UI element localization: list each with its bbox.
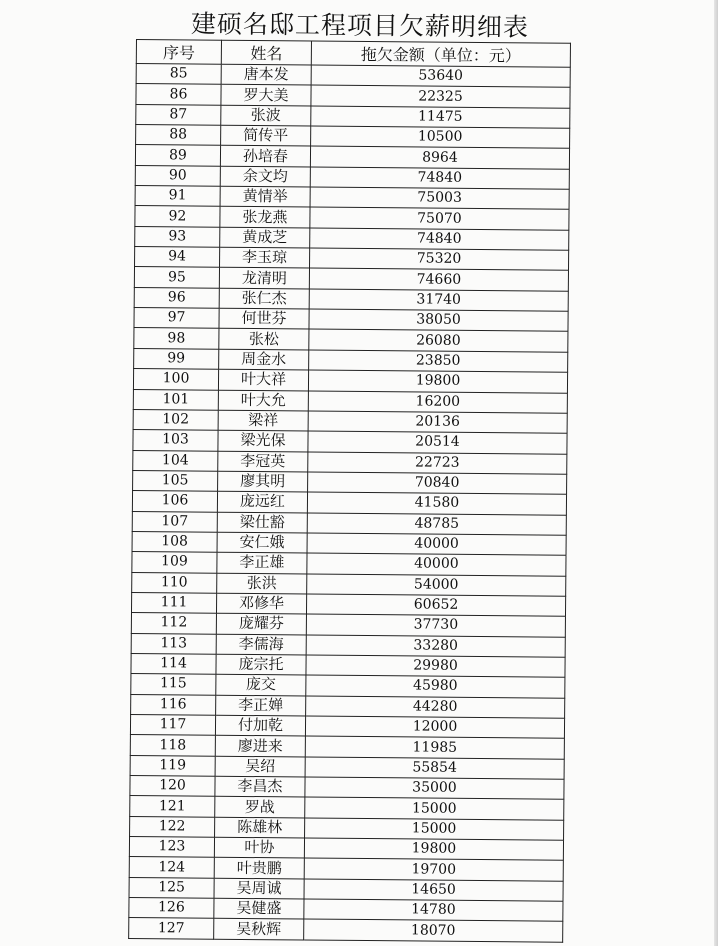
header-name: 姓名 bbox=[221, 40, 311, 65]
cell-name: 李正雄 bbox=[217, 552, 307, 573]
cell-name: 吴健盛 bbox=[214, 898, 304, 919]
cell-amount: 41580 bbox=[307, 492, 566, 515]
cell-amount: 20136 bbox=[308, 411, 567, 434]
cell-name: 唐本发 bbox=[221, 64, 311, 85]
cell-name: 梁光保 bbox=[218, 430, 308, 451]
cell-amount: 37730 bbox=[306, 614, 565, 637]
cell-name: 吴绍 bbox=[215, 756, 305, 777]
cell-seq: 103 bbox=[133, 430, 218, 451]
cell-name: 孙培春 bbox=[220, 146, 310, 167]
cell-amount: 35000 bbox=[305, 777, 564, 800]
cell-amount: 18070 bbox=[304, 919, 563, 942]
cell-name: 庞宗托 bbox=[216, 654, 306, 675]
cell-seq: 111 bbox=[131, 592, 216, 613]
cell-amount: 45980 bbox=[306, 675, 565, 698]
document-title: 建硕名邸工程项目欠薪明细表 bbox=[190, 9, 530, 42]
cell-amount: 26080 bbox=[309, 329, 568, 352]
cell-name: 黄情举 bbox=[220, 186, 310, 207]
cell-amount: 44280 bbox=[306, 696, 565, 719]
cell-amount: 74660 bbox=[309, 268, 568, 291]
cell-name: 何世芬 bbox=[219, 308, 309, 329]
cell-seq: 101 bbox=[133, 389, 218, 410]
cell-seq: 112 bbox=[131, 613, 216, 634]
cell-name: 简传平 bbox=[221, 125, 311, 146]
cell-name: 张龙燕 bbox=[220, 207, 310, 228]
cell-seq: 120 bbox=[130, 776, 215, 797]
header-amount: 拖欠金额（单位：元） bbox=[311, 41, 570, 67]
cell-seq: 108 bbox=[132, 531, 217, 552]
cell-seq: 113 bbox=[131, 633, 216, 654]
cell-amount: 11985 bbox=[305, 736, 564, 759]
cell-amount: 14780 bbox=[304, 899, 563, 922]
cell-amount: 70840 bbox=[308, 472, 567, 495]
cell-seq: 109 bbox=[132, 552, 217, 573]
cell-amount: 74840 bbox=[310, 167, 569, 190]
cell-name: 吴周诚 bbox=[214, 878, 304, 899]
cell-seq: 106 bbox=[132, 491, 217, 512]
cell-amount: 14650 bbox=[304, 879, 563, 902]
cell-amount: 15000 bbox=[305, 818, 564, 841]
cell-seq: 107 bbox=[132, 511, 217, 532]
cell-amount: 74840 bbox=[310, 228, 569, 251]
cell-seq: 88 bbox=[136, 125, 221, 146]
cell-seq: 98 bbox=[134, 328, 219, 349]
cell-amount: 19800 bbox=[304, 838, 563, 861]
cell-amount: 15000 bbox=[305, 797, 564, 820]
cell-seq: 91 bbox=[135, 186, 220, 207]
cell-name: 安仁娥 bbox=[217, 532, 307, 553]
cell-seq: 86 bbox=[136, 84, 221, 105]
cell-name: 梁祥 bbox=[218, 410, 308, 431]
cell-name: 叶大祥 bbox=[218, 369, 308, 390]
cell-seq: 117 bbox=[130, 714, 215, 735]
cell-amount: 54000 bbox=[307, 574, 566, 597]
cell-name: 张松 bbox=[219, 329, 309, 350]
page-edge bbox=[714, 0, 718, 946]
cell-seq: 122 bbox=[130, 816, 215, 837]
cell-seq: 99 bbox=[134, 348, 219, 369]
cell-seq: 96 bbox=[134, 287, 219, 308]
header-seq: 序号 bbox=[136, 40, 221, 65]
cell-amount: 48785 bbox=[307, 513, 566, 536]
cell-name: 黄成芝 bbox=[220, 227, 310, 248]
cell-seq: 92 bbox=[135, 206, 220, 227]
cell-name: 余文均 bbox=[220, 166, 310, 187]
cell-amount: 10500 bbox=[311, 126, 570, 149]
cell-seq: 104 bbox=[133, 450, 218, 471]
cell-amount: 40000 bbox=[307, 553, 566, 576]
cell-amount: 12000 bbox=[305, 716, 564, 739]
cell-amount: 16200 bbox=[308, 391, 567, 414]
cell-seq: 123 bbox=[129, 837, 214, 858]
cell-seq: 89 bbox=[135, 145, 220, 166]
cell-name: 陈雄林 bbox=[215, 817, 305, 838]
wage-arrears-table bbox=[128, 39, 571, 943]
cell-name: 叶协 bbox=[214, 837, 304, 858]
cell-name: 张洪 bbox=[217, 573, 307, 594]
cell-seq: 114 bbox=[131, 653, 216, 674]
cell-seq: 100 bbox=[133, 369, 218, 390]
cell-seq: 102 bbox=[133, 409, 218, 430]
cell-name: 庞交 bbox=[216, 675, 306, 696]
cell-amount: 75003 bbox=[310, 187, 569, 210]
cell-amount: 11475 bbox=[311, 106, 570, 129]
cell-amount: 20514 bbox=[308, 431, 567, 454]
cell-amount: 60652 bbox=[306, 594, 565, 617]
cell-name: 付加乾 bbox=[215, 715, 305, 736]
cell-seq: 110 bbox=[132, 572, 217, 593]
cell-amount: 22325 bbox=[311, 85, 570, 108]
cell-seq: 127 bbox=[129, 918, 214, 939]
cell-name: 庞远红 bbox=[217, 491, 307, 512]
cell-name: 邓修华 bbox=[216, 593, 306, 614]
cell-amount: 75320 bbox=[310, 248, 569, 271]
cell-seq: 95 bbox=[134, 267, 219, 288]
cell-name: 李冠英 bbox=[218, 451, 308, 472]
cell-amount: 31740 bbox=[309, 289, 568, 312]
cell-name: 叶大允 bbox=[218, 390, 308, 411]
cell-amount: 8964 bbox=[310, 146, 569, 169]
cell-name: 吴秋辉 bbox=[214, 919, 304, 940]
cell-amount: 19700 bbox=[304, 858, 563, 881]
wage-table-container bbox=[128, 39, 571, 943]
cell-name: 罗大美 bbox=[221, 85, 311, 106]
cell-seq: 124 bbox=[129, 857, 214, 878]
cell-name: 周金水 bbox=[219, 349, 309, 370]
cell-name: 廖进来 bbox=[215, 736, 305, 757]
cell-name: 叶贵鹏 bbox=[214, 858, 304, 879]
cell-name: 李昌杰 bbox=[215, 776, 305, 797]
cell-seq: 105 bbox=[133, 470, 218, 491]
cell-seq: 115 bbox=[131, 674, 216, 695]
cell-amount: 38050 bbox=[309, 309, 568, 332]
cell-amount: 40000 bbox=[307, 533, 566, 556]
cell-name: 李儒海 bbox=[216, 634, 306, 655]
cell-seq: 97 bbox=[134, 308, 219, 329]
cell-amount: 19800 bbox=[308, 370, 567, 393]
cell-seq: 118 bbox=[130, 735, 215, 756]
cell-name: 张仁杰 bbox=[219, 288, 309, 309]
cell-amount: 22723 bbox=[308, 452, 567, 475]
cell-seq: 94 bbox=[135, 247, 220, 268]
cell-seq: 90 bbox=[135, 165, 220, 186]
cell-seq: 126 bbox=[129, 898, 214, 919]
cell-seq: 125 bbox=[129, 877, 214, 898]
table-body bbox=[129, 64, 571, 943]
cell-name: 廖其明 bbox=[218, 471, 308, 492]
cell-amount: 33280 bbox=[306, 635, 565, 658]
cell-name: 庞耀芬 bbox=[216, 614, 306, 635]
cell-name: 张波 bbox=[221, 105, 311, 126]
cell-amount: 53640 bbox=[311, 65, 570, 88]
cell-seq: 119 bbox=[130, 755, 215, 776]
cell-seq: 85 bbox=[136, 64, 221, 85]
cell-amount: 29980 bbox=[306, 655, 565, 678]
cell-name: 李玉琼 bbox=[220, 247, 310, 268]
cell-seq: 93 bbox=[135, 226, 220, 247]
cell-amount: 55854 bbox=[305, 757, 564, 780]
cell-amount: 23850 bbox=[309, 350, 568, 373]
cell-seq: 121 bbox=[130, 796, 215, 817]
cell-name: 李正婵 bbox=[216, 695, 306, 716]
cell-name: 罗战 bbox=[215, 797, 305, 818]
cell-name: 梁仕豁 bbox=[217, 512, 307, 533]
cell-name: 龙清明 bbox=[219, 268, 309, 289]
table-row bbox=[129, 918, 563, 942]
cell-seq: 87 bbox=[136, 104, 221, 125]
cell-seq: 116 bbox=[131, 694, 216, 715]
cell-amount: 75070 bbox=[310, 207, 569, 230]
